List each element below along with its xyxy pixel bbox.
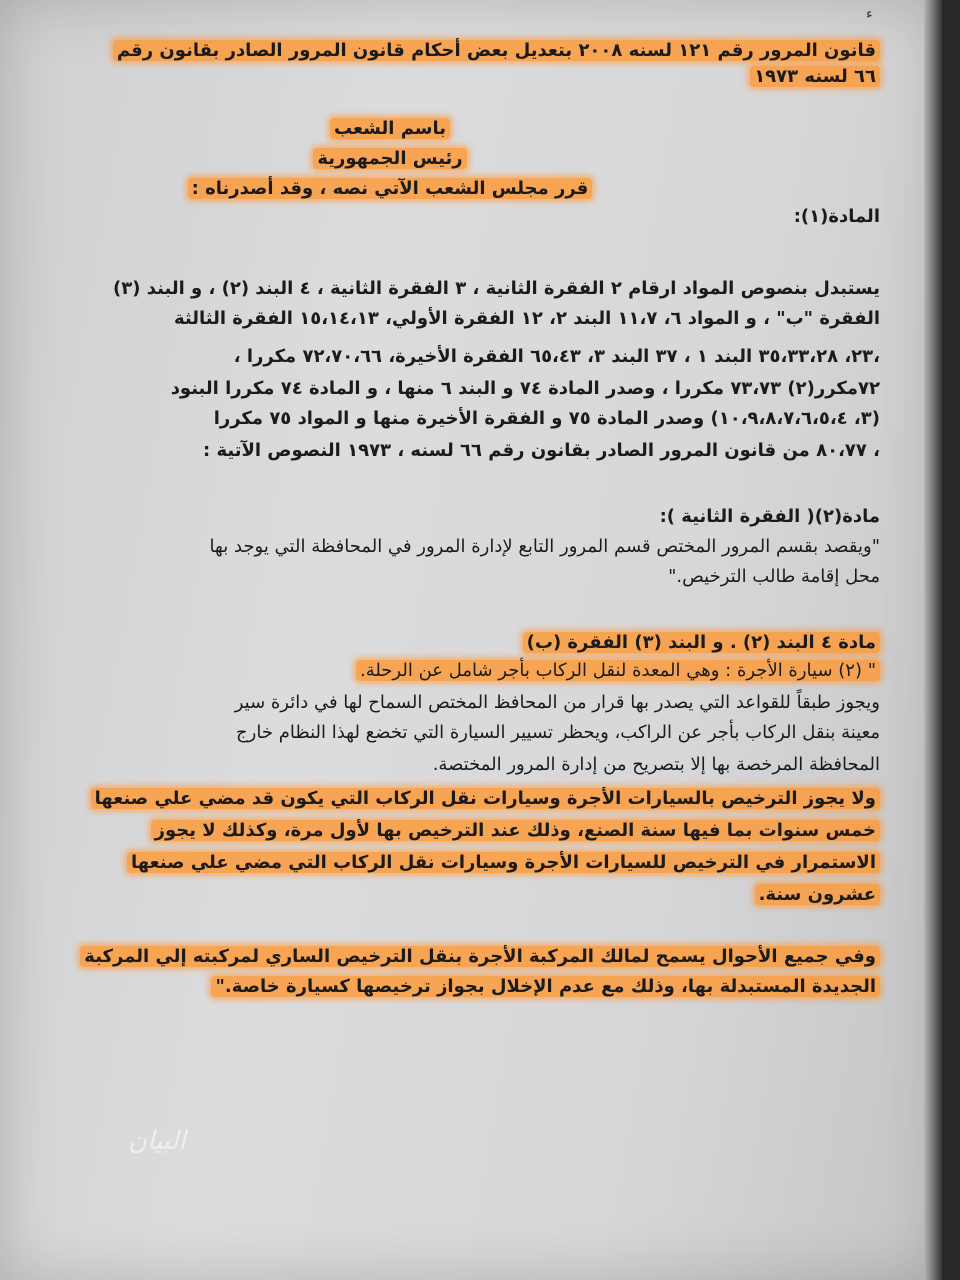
law-title-line-1: قانون المرور رقم ١٢١ لسنه ٢٠٠٨ بتعديل بعض أحكام قانون المرور الصادر بقانون رقم [113,38,880,64]
article-1-line-2: الفقرة "ب" ، و المواد ٦، ١١،٧ البند ٢، ١٢ الفقرة الأولي، ١٥،١٤،١٣ الفقرة الثالثة [173,308,880,329]
article-1-line-6: ، ٨٠،٧٧ من قانون المرور الصادر بقانون رقم ٦٦ لسنه ، ١٩٧٣ النصوص الآتية : [202,440,880,461]
preamble-line-3: قرر مجلس الشعب الآتي نصه ، وقد أصدرناه : [0,176,930,202]
final-paragraph-line-1: وفي جميع الأحوال يسمح لمالك المركبة الأجرة بنقل الترخيص الساري لمركبته إلي المركبة [80,944,880,970]
article-2-heading: مادة(٢)( الفقرة الثانية ): [659,506,880,527]
article-4-heading: مادة ٤ البند (٢) . و البند (٣) الفقرة (ب) [523,630,880,656]
preamble-line-1: باسم الشعب [0,116,930,142]
article-1-line-5: (٣، ١٠،٩،٨،٧،٦،٥،٤) وصدر المادة ٧٥ و الفقرة الأخيرة منها و المواد ٧٥ مكررا [213,408,880,429]
article-4-line-2: ويجوز طبقاً للقواعد التي يصدر بها قرار من المحافظ المختص السماح لها في دائرة سير [234,692,880,713]
article-2-line-2: محل إقامة طالب الترخيص." [668,566,880,587]
article-4-line-4: المحافظة المرخصة بها إلا بتصريح من إدارة المرور المختصة. [432,754,880,775]
preamble-line-2: رئيس الجمهورية [0,146,930,172]
article-4-line-5: ولا يجوز الترخيص بالسيارات الأجرة وسيارات نقل الركاب التي يكون قد مضي علي صنعها [91,786,880,812]
article-1-heading: المادة(١): [793,206,880,227]
article-1-line-4: ٧٢مكرر(٢) ٧٣،٧٣ مكررا ، وصدر المادة ٧٤ و البند ٦ منها ، و المادة ٧٤ مكررا البنود [170,378,880,399]
article-4-line-3: معينة بنقل الركاب بأجر عن الراكب، ويحظر تسيير السيارة التي تخضع لهذا النظام خارج [236,722,880,743]
article-1-line-1: يستبدل بنصوص المواد ارقام ٢ الفقرة الثانية ، ٣ الفقرة الثانية ، ٤ البند (٢) ، و البند (٣) [113,278,880,299]
article-1-line-3: ،٢٣، ٣٥،٣٣،٢٨ البند ١ ، ٣٧ البند ٣، ٦٥،٤٣ الفقرة الأخيرة، ٧٢،٧٠،٦٦ مكررا ، [233,346,880,367]
article-4-line-1: " (٢) سيارة الأجرة : وهي المعدة لنقل الركاب بأجر شامل عن الرحلة. [356,658,880,684]
article-4-line-8: عشرون سنة. [755,882,880,908]
article-4-line-7: الاستمرار في الترخيص للسيارات الأجرة وسيارات نقل الركاب التي مضي علي صنعها [127,850,880,876]
final-paragraph-line-2: الجديدة المستبدلة بها، وذلك مع عدم الإخلال بجواز ترخيصها كسيارة خاصة." [211,974,880,1000]
article-4-line-6: خمس سنوات بما فيها سنة الصنع، وذلك عند الترخيص بها لأول مرة، وكذلك لا يجوز [151,818,880,844]
albayan-logo: البيان [128,1126,186,1156]
corner-pen-mark: ﺀ [866,6,873,22]
law-title-line-2: ٦٦ لسنه ١٩٧٣ [750,64,880,90]
article-2-line-1: "ويقصد بقسم المرور المختص قسم المرور التابع لإدارة المرور في المحافظة التي يوجد بها [209,536,880,557]
